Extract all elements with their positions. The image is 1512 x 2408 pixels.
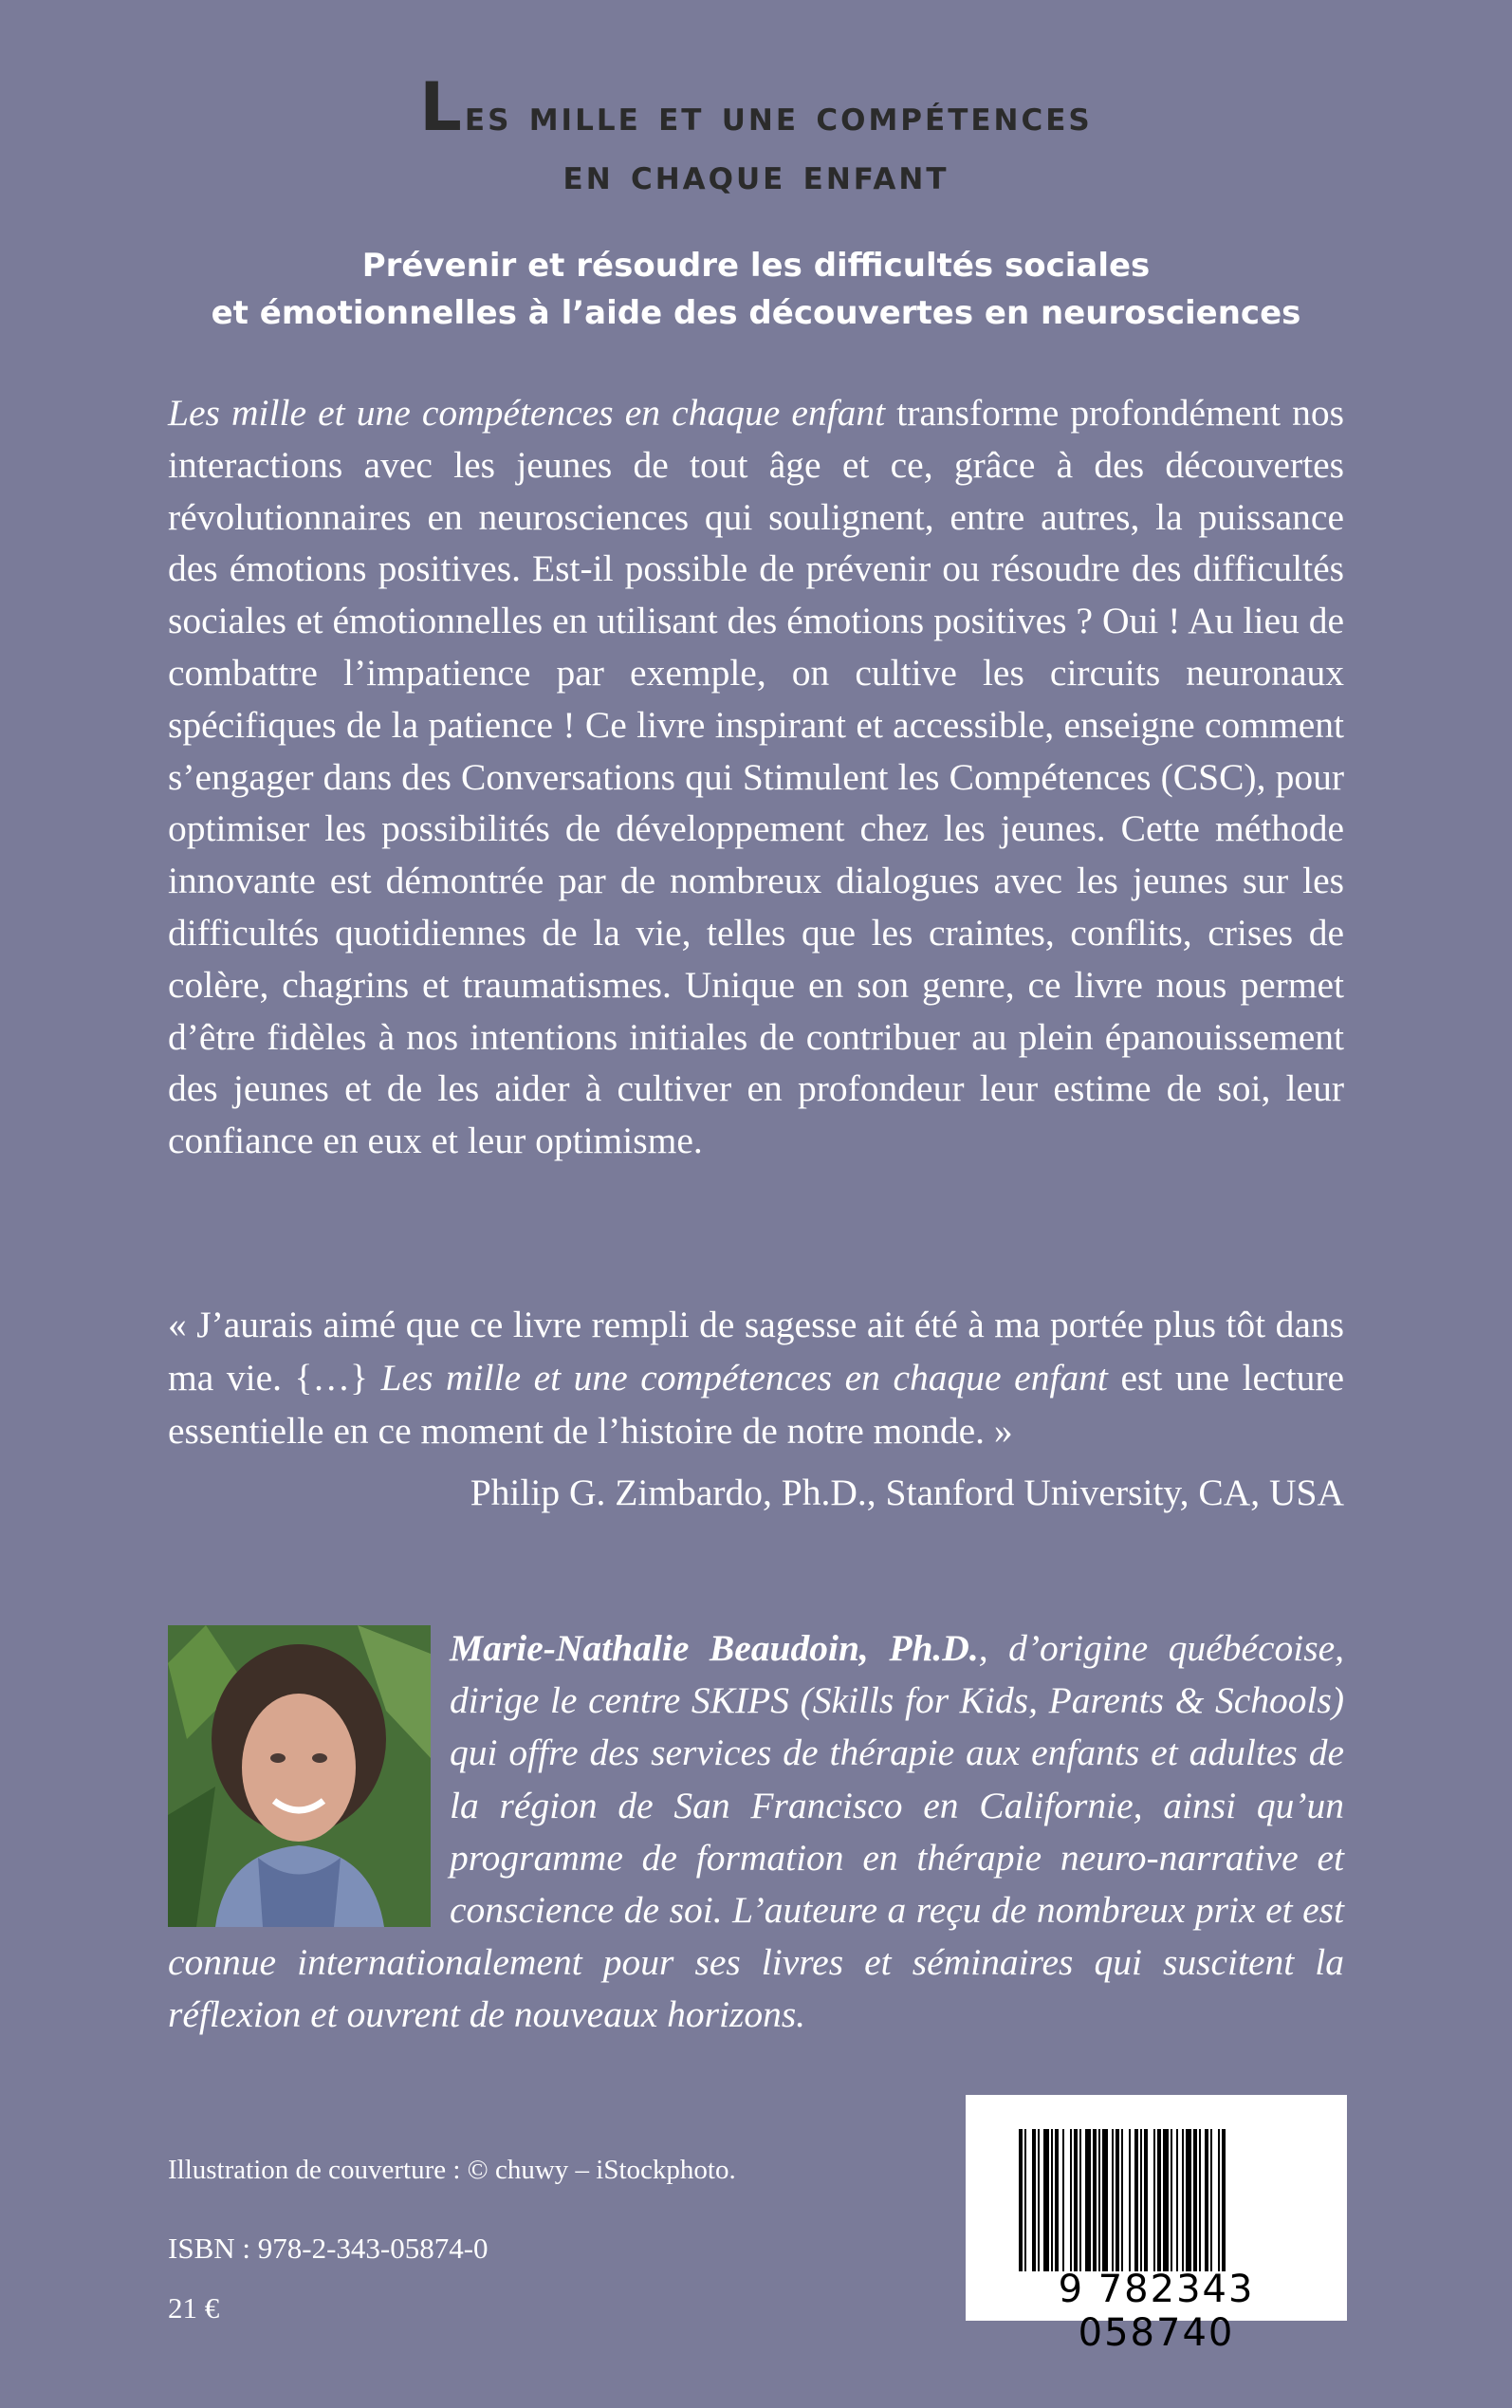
- price: 21 €: [168, 2291, 220, 2325]
- barcode-bar: [1032, 2129, 1036, 2271]
- subtitle-line-2: et émotionnelles à l’aide des découvertes en neurosciences: [211, 294, 1301, 332]
- barcode-bar: [1093, 2129, 1097, 2271]
- barcode-bar: [1222, 2129, 1226, 2271]
- book-title-line-1: [0, 68, 1512, 146]
- barcode: [966, 2095, 1347, 2355]
- barcode-bar: [1210, 2129, 1212, 2271]
- barcode-bar: [1129, 2129, 1131, 2271]
- cover-credit: Illustration de couverture : © chuwy – iStockphoto.: [168, 2155, 736, 2185]
- photo-spacer: [168, 1622, 450, 1926]
- author-bio-text: , d’origine québécoise, dirige le centre SKIPS (Skills for Kids, Parents & Schools) qui offre des services de thérapie aux enfants et adultes de la région de San Francisco en Californie, ainsi qu’un programme de formation en thérapie neuro-narrative et conscience de soi. L’auteure a reçu de nombreux prix et est connue internationalement pour ses livres et séminaires qui suscitent la réflexion et ouvrent de nouveaux horizons.: [168, 1627, 1344, 2036]
- book-title-line-2: en chaque enfant: [562, 151, 950, 199]
- book-description: [168, 387, 1344, 1167]
- description-text: transforme profondément nos interactions avec les jeunes de tout âge et ce, grâce à des découvertes révolutionnaires en neurosciences qui soulignent, entre autres, la puissance des émotions positives. Est-il possible de prévenir ou résoudre des difficultés sociales et émotionnelles en utilisant des émotions positives ? Oui ! Au lieu de combattre l’impatience par exemple, on cultive les circuits neuronaux spécifiques de la patience ! Ce livre inspirant et accessible, enseigne comment s’engager dans des Conversations qui Stimulent les Compétences (CSC), pour optimiser les possibilités de développement chez les jeunes. Cette méthode innovante est démontrée par de nombreux dialogues avec les jeunes sur les difficultés quotidiennes de la vie, telles que les craintes, conflits, crises de colère, chagrins et traumatismes. Unique en son genre, ce livre nous permet d’être fidèles à nos intentions initiales de contribuer au plein épanouissement des jeunes et de les aider à cultiver en profondeur leur estime de soi, leur confiance en eux et leur optimisme.: [168, 392, 1344, 1162]
- barcode-bar: [1153, 2129, 1155, 2271]
- author-bio: [168, 1622, 1344, 2042]
- barcode-bar: [1182, 2129, 1184, 2271]
- barcode-bar: [1186, 2129, 1191, 2271]
- barcode-bar: [1024, 2129, 1026, 2271]
- isbn: ISBN : 978-2-343-05874-0: [168, 2232, 489, 2265]
- quote-part-2: est une lecture essentielle en ce moment de l’histoire de notre monde. »: [168, 1357, 1345, 1452]
- barcode-bar: [1112, 2129, 1114, 2271]
- barcode-bar: [1055, 2129, 1059, 2271]
- barcode-bar: [1144, 2129, 1148, 2271]
- book-title-line-1-rest: es mille et une compétences: [464, 92, 1093, 140]
- barcode-bar: [1079, 2129, 1081, 2271]
- description-book-title: Les mille et une compétences en chaque enfant: [168, 392, 886, 434]
- book-title: [0, 68, 1512, 205]
- barcode-bar: [1157, 2129, 1161, 2271]
- author-name: Marie-Nathalie Beaudoin, Ph.D.: [450, 1627, 979, 1669]
- quote-part-1: « J’aurais aimé que ce livre rempli de sagesse ait été à ma portée plus tôt dans ma vie. {…}: [168, 1304, 1344, 1398]
- barcode-bar: [1121, 2129, 1123, 2271]
- barcode-bar: [1038, 2129, 1040, 2271]
- barcode-bar: [1193, 2129, 1197, 2271]
- barcode-bar: [1140, 2129, 1142, 2271]
- barcode-bar: [1176, 2129, 1178, 2271]
- barcode-digits: 9 782343 058740: [1058, 2268, 1255, 2355]
- barcode-bar: [1051, 2129, 1053, 2271]
- barcode-bar: [1062, 2129, 1064, 2271]
- barcode-bar: [1102, 2129, 1108, 2271]
- quote-author: Philip G. Zimbardo, Ph.D., Stanford University, CA, USA: [470, 1472, 1344, 1513]
- endorsement-quote: [168, 1298, 1344, 1457]
- barcode-bars: [1019, 2129, 1294, 2271]
- barcode-bar: [1218, 2129, 1220, 2271]
- barcode-bar: [1163, 2129, 1169, 2271]
- quote-book-title: Les mille et une compétences en chaque enfant: [380, 1357, 1108, 1398]
- barcode-bar: [1171, 2129, 1172, 2271]
- barcode-bar: [1116, 2129, 1119, 2271]
- barcode-bar: [1205, 2129, 1208, 2271]
- book-subtitle: [0, 242, 1512, 337]
- book-title-initial: L: [419, 68, 465, 146]
- barcode-bar: [1098, 2129, 1100, 2271]
- barcode-bar: [1043, 2129, 1049, 2271]
- barcode-bar: [1070, 2129, 1072, 2271]
- subtitle-line-1: Prévenir et résoudre les difficultés sociales: [361, 247, 1151, 285]
- barcode-bar: [1019, 2129, 1023, 2271]
- barcode-bar: [1085, 2129, 1091, 2271]
- barcode-bar: [1199, 2129, 1201, 2271]
- barcode-bar: [1074, 2129, 1078, 2271]
- barcode-bar: [1134, 2129, 1138, 2271]
